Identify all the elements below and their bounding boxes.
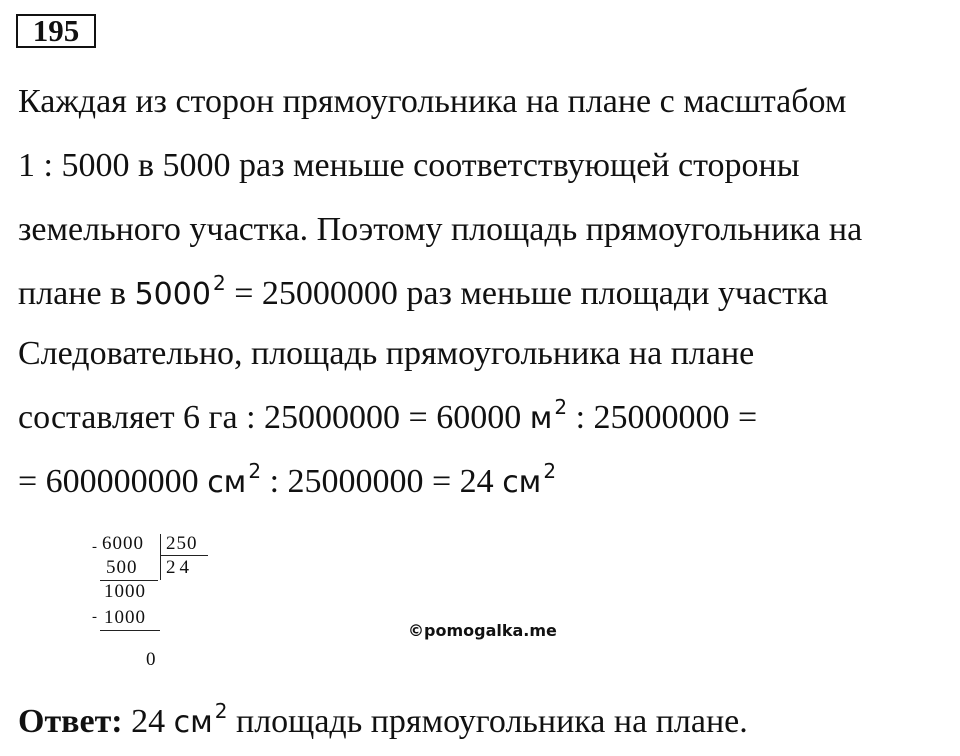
text-line-7-a: = 600000000 <box>18 463 208 500</box>
answer-line <box>18 699 748 745</box>
remainder-1: 1000 <box>104 581 146 602</box>
dividend: 6000 <box>102 533 144 554</box>
text-line-7 <box>18 459 557 505</box>
text-line-4-c: = 25000000 раз меньше площади участка <box>225 275 829 312</box>
answer-value: 24 <box>122 703 174 740</box>
final-remainder: 0 <box>146 649 157 670</box>
text-line-7-c: : 25000000 = 24 <box>261 463 503 500</box>
text-line-6-a: составляет 6 га : 25000000 = 60000 <box>18 399 530 436</box>
power-base: 5000 <box>134 277 211 312</box>
unit-m-exponent: 2 <box>554 395 568 419</box>
long-division <box>88 532 228 672</box>
answer-label: Ответ: <box>18 703 123 740</box>
unit-cm-2-exponent: 2 <box>543 459 557 483</box>
answer-unit-exponent: 2 <box>214 699 228 723</box>
answer-text: площадь прямоугольника на плане. <box>227 703 748 740</box>
problem-number: 195 <box>16 14 96 48</box>
subtrahend-1: 500 <box>106 557 138 578</box>
quotient-line <box>160 555 208 556</box>
text-line-2: 1 : 5000 в 5000 раз меньше соответствующей стороны <box>18 147 800 184</box>
subtraction-line-2 <box>100 630 160 631</box>
unit-m: м <box>529 401 553 436</box>
quotient: 24 <box>166 557 193 578</box>
text-line-6-c: : 25000000 = <box>567 399 758 436</box>
text-line-4 <box>18 271 829 317</box>
minus-sign-1: - <box>92 539 97 555</box>
divisor: 250 <box>166 533 198 554</box>
unit-cm-1-exponent: 2 <box>248 459 262 483</box>
text-line-5: Следовательно, площадь прямоугольника на плане <box>18 335 755 372</box>
text-line-1: Каждая из сторон прямоугольника на плане с масштабом <box>18 83 847 120</box>
unit-cm-1: см <box>207 465 247 500</box>
text-line-6 <box>18 395 758 441</box>
text-line-4-a: плане в <box>18 275 135 312</box>
power-exponent: 2 <box>212 271 226 295</box>
unit-cm-2: см <box>502 465 542 500</box>
minus-sign-2: - <box>92 609 97 625</box>
division-vertical-line <box>160 534 161 580</box>
answer-unit: см <box>173 705 213 740</box>
watermark: ©pomogalka.me <box>408 621 557 640</box>
subtrahend-2: 1000 <box>104 607 146 628</box>
text-line-3: земельного участка. Поэтому площадь прямоугольника на <box>18 211 863 248</box>
